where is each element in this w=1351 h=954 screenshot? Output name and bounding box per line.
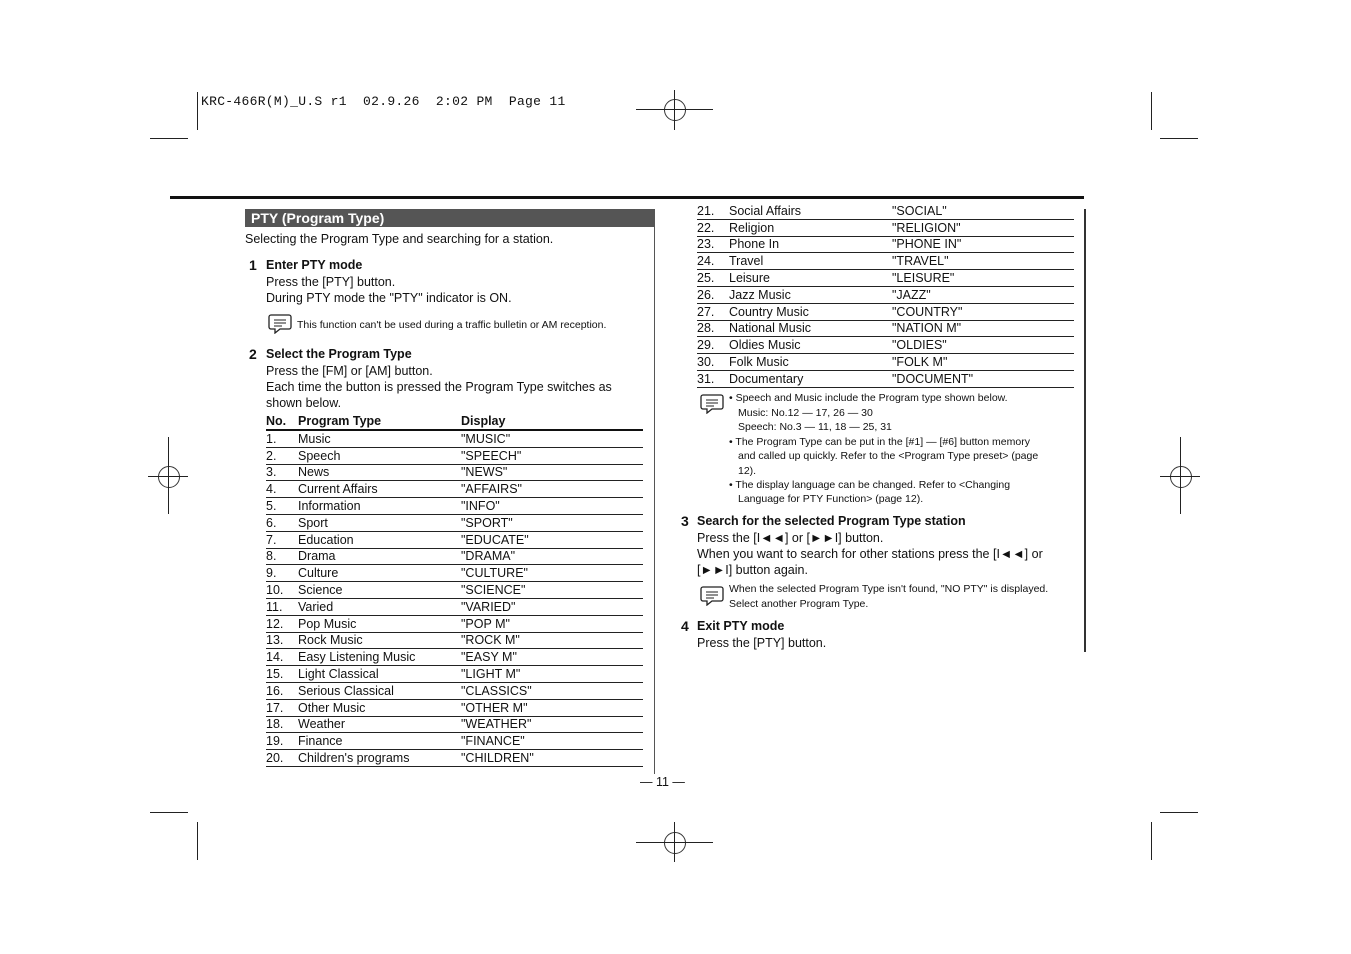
step-1-note: This function can't be used during a traffic bulletin or AM reception.	[297, 319, 607, 331]
step-3-number: 3	[681, 513, 689, 529]
row-number: 21.	[697, 203, 729, 219]
row-display: "DOCUMENT"	[892, 370, 1074, 387]
step-2-title: Select the Program Type	[266, 347, 412, 361]
table-row	[266, 682, 643, 699]
row-display: "SPORT"	[461, 514, 643, 531]
row-display: "SCIENCE"	[461, 582, 643, 599]
row-program-type: Jazz Music	[729, 286, 892, 303]
note-icon	[700, 392, 724, 414]
note-line: • Speech and Music include the Program type shown below.	[729, 392, 1008, 404]
row-display: "SPEECH"	[461, 447, 643, 464]
row-program-type: Phone In	[729, 236, 892, 253]
row-program-type: Drama	[298, 548, 461, 565]
table-row	[266, 733, 643, 750]
row-number: 19.	[266, 733, 298, 750]
row-display: "OTHER M"	[461, 699, 643, 716]
row-program-type: Music	[298, 430, 461, 447]
row-display: "LIGHT M"	[461, 666, 643, 683]
table-row	[697, 320, 1074, 337]
step-3-line-1: Press the [I◄◄] or [►►I] button.	[697, 531, 884, 545]
row-program-type: Folk Music	[729, 354, 892, 371]
row-display: "INFO"	[461, 498, 643, 515]
row-display: "SOCIAL"	[892, 203, 1074, 219]
step-2-line-3: shown below.	[266, 396, 342, 410]
table-row	[266, 598, 643, 615]
row-number: 10.	[266, 582, 298, 599]
row-program-type: Documentary	[729, 370, 892, 387]
note-line: Music: No.12 — 17, 26 — 30	[738, 407, 873, 419]
step-4-line-1: Press the [PTY] button.	[697, 636, 827, 650]
table-row	[697, 354, 1074, 371]
row-program-type: Pop Music	[298, 615, 461, 632]
row-program-type: Other Music	[298, 699, 461, 716]
row-program-type: News	[298, 464, 461, 481]
row-display: "NEWS"	[461, 464, 643, 481]
table-row	[266, 632, 643, 649]
step-3-line-2: When you want to search for other stations press the [I◄◄] or	[697, 547, 1043, 561]
note-icon	[268, 312, 292, 334]
step-1-line-1: Press the [PTY] button.	[266, 275, 396, 289]
table-row	[697, 303, 1074, 320]
step-4-number: 4	[681, 618, 689, 634]
row-number: 12.	[266, 615, 298, 632]
row-program-type: Finance	[298, 733, 461, 750]
row-program-type: Travel	[729, 253, 892, 270]
row-number: 2.	[266, 447, 298, 464]
note-line: • The display language can be changed. Refer to <Changing	[729, 479, 1011, 491]
row-display: "TRAVEL"	[892, 253, 1074, 270]
row-program-type: Information	[298, 498, 461, 515]
table-row	[697, 370, 1074, 387]
row-number: 30.	[697, 354, 729, 371]
row-display: "COUNTRY"	[892, 303, 1074, 320]
row-program-type: National Music	[729, 320, 892, 337]
table-row	[697, 270, 1074, 287]
table-row	[266, 750, 643, 767]
table-row	[697, 203, 1074, 219]
row-display: "DRAMA"	[461, 548, 643, 565]
step-1-line-2: During PTY mode the "PTY" indicator is ON.	[266, 291, 512, 305]
table-row	[266, 649, 643, 666]
row-program-type: Science	[298, 582, 461, 599]
row-display: "ROCK M"	[461, 632, 643, 649]
step-3-title: Search for the selected Program Type station	[697, 514, 966, 528]
row-program-type: Light Classical	[298, 666, 461, 683]
note-line: Speech: No.3 — 11, 18 — 25, 31	[738, 421, 892, 433]
table-row	[266, 430, 643, 447]
table-row	[697, 219, 1074, 236]
row-program-type: Sport	[298, 514, 461, 531]
row-program-type: Leisure	[729, 270, 892, 287]
row-program-type: Speech	[298, 447, 461, 464]
row-display: "NATION M"	[892, 320, 1074, 337]
table-row	[266, 531, 643, 548]
row-number: 8.	[266, 548, 298, 565]
note-line: Language for PTY Function> (page 12).	[738, 493, 924, 505]
row-display: "AFFAIRS"	[461, 481, 643, 498]
step-2-line-2: Each time the button is pressed the Program Type switches as	[266, 380, 612, 394]
row-program-type: Education	[298, 531, 461, 548]
row-number: 4.	[266, 481, 298, 498]
row-number: 15.	[266, 666, 298, 683]
row-display: "CULTURE"	[461, 565, 643, 582]
note-line: and called up quickly. Refer to the <Program Type preset> (page	[738, 450, 1039, 462]
section-intro: Selecting the Program Type and searching for a station.	[245, 232, 554, 246]
row-program-type: Children's programs	[298, 750, 461, 767]
top-rule	[170, 196, 1084, 199]
row-display: "FOLK M"	[892, 354, 1074, 371]
table-row	[266, 464, 643, 481]
row-display: "OLDIES"	[892, 337, 1074, 354]
note-line: 12).	[738, 465, 757, 477]
row-number: 6.	[266, 514, 298, 531]
row-display: "CHILDREN"	[461, 750, 643, 767]
page-number: — 11 —	[640, 775, 685, 789]
row-number: 1.	[266, 430, 298, 447]
row-number: 11.	[266, 598, 298, 615]
step-3-note-line-1: When the selected Program Type isn't found, "NO PTY" is displayed.	[729, 583, 1049, 595]
row-number: 9.	[266, 565, 298, 582]
table-row	[266, 514, 643, 531]
row-display: "POP M"	[461, 615, 643, 632]
row-display: "CLASSICS"	[461, 682, 643, 699]
column-divider	[654, 209, 655, 774]
row-program-type: Culture	[298, 565, 461, 582]
row-number: 28.	[697, 320, 729, 337]
row-number: 20.	[266, 750, 298, 767]
step-2-number: 2	[249, 346, 257, 362]
table-row	[266, 699, 643, 716]
row-number: 18.	[266, 716, 298, 733]
step-1-title: Enter PTY mode	[266, 258, 363, 272]
row-display: "EASY M"	[461, 649, 643, 666]
row-display: "VARIED"	[461, 598, 643, 615]
header-no: No.	[266, 413, 298, 430]
row-program-type: Country Music	[729, 303, 892, 320]
step-3-note-line-2: Select another Program Type.	[729, 598, 869, 610]
row-number: 7.	[266, 531, 298, 548]
row-program-type: Religion	[729, 219, 892, 236]
step-4-title: Exit PTY mode	[697, 619, 785, 633]
row-number: 31.	[697, 370, 729, 387]
row-number: 5.	[266, 498, 298, 515]
note-line: • The Program Type can be put in the [#1] — [#6] button memory	[729, 436, 1030, 448]
table-row	[266, 565, 643, 582]
row-number: 25.	[697, 270, 729, 287]
pty-table-right	[697, 203, 1074, 388]
header-program-type: Program Type	[298, 413, 461, 430]
row-display: "RELIGION"	[892, 219, 1074, 236]
row-display: "FINANCE"	[461, 733, 643, 750]
row-number: 17.	[266, 699, 298, 716]
row-display: "EDUCATE"	[461, 531, 643, 548]
print-header: KRC-466R(M)_U.S r1 02.9.26 2:02 PM Page 11	[201, 94, 566, 109]
row-number: 24.	[697, 253, 729, 270]
row-number: 27.	[697, 303, 729, 320]
table-row	[697, 337, 1074, 354]
table-row	[266, 481, 643, 498]
step-3-line-3: [►►I] button again.	[697, 563, 808, 577]
table-row	[266, 666, 643, 683]
row-display: "MUSIC"	[461, 430, 643, 447]
table-row	[266, 716, 643, 733]
pty-table-left	[266, 413, 643, 767]
row-program-type: Serious Classical	[298, 682, 461, 699]
table-row	[266, 447, 643, 464]
row-number: 23.	[697, 236, 729, 253]
row-display: "LEISURE"	[892, 270, 1074, 287]
table-row	[697, 286, 1074, 303]
section-title: PTY (Program Type)	[245, 209, 654, 227]
row-program-type: Oldies Music	[729, 337, 892, 354]
row-number: 22.	[697, 219, 729, 236]
row-display: "WEATHER"	[461, 716, 643, 733]
row-program-type: Weather	[298, 716, 461, 733]
row-display: "PHONE IN"	[892, 236, 1074, 253]
table-row	[266, 615, 643, 632]
row-number: 13.	[266, 632, 298, 649]
table-row	[266, 582, 643, 599]
row-program-type: Social Affairs	[729, 203, 892, 219]
table-row	[697, 253, 1074, 270]
table-row	[266, 498, 643, 515]
right-edge-rule	[1084, 209, 1086, 652]
row-program-type: Current Affairs	[298, 481, 461, 498]
step-1-number: 1	[249, 257, 257, 273]
header-display: Display	[461, 413, 643, 430]
table-row	[697, 236, 1074, 253]
step-2-line-1: Press the [FM] or [AM] button.	[266, 364, 433, 378]
row-number: 14.	[266, 649, 298, 666]
row-number: 29.	[697, 337, 729, 354]
row-number: 16.	[266, 682, 298, 699]
row-program-type: Varied	[298, 598, 461, 615]
row-program-type: Rock Music	[298, 632, 461, 649]
row-program-type: Easy Listening Music	[298, 649, 461, 666]
row-number: 3.	[266, 464, 298, 481]
table-row	[266, 548, 643, 565]
row-number: 26.	[697, 286, 729, 303]
row-display: "JAZZ"	[892, 286, 1074, 303]
note-icon	[700, 584, 724, 606]
